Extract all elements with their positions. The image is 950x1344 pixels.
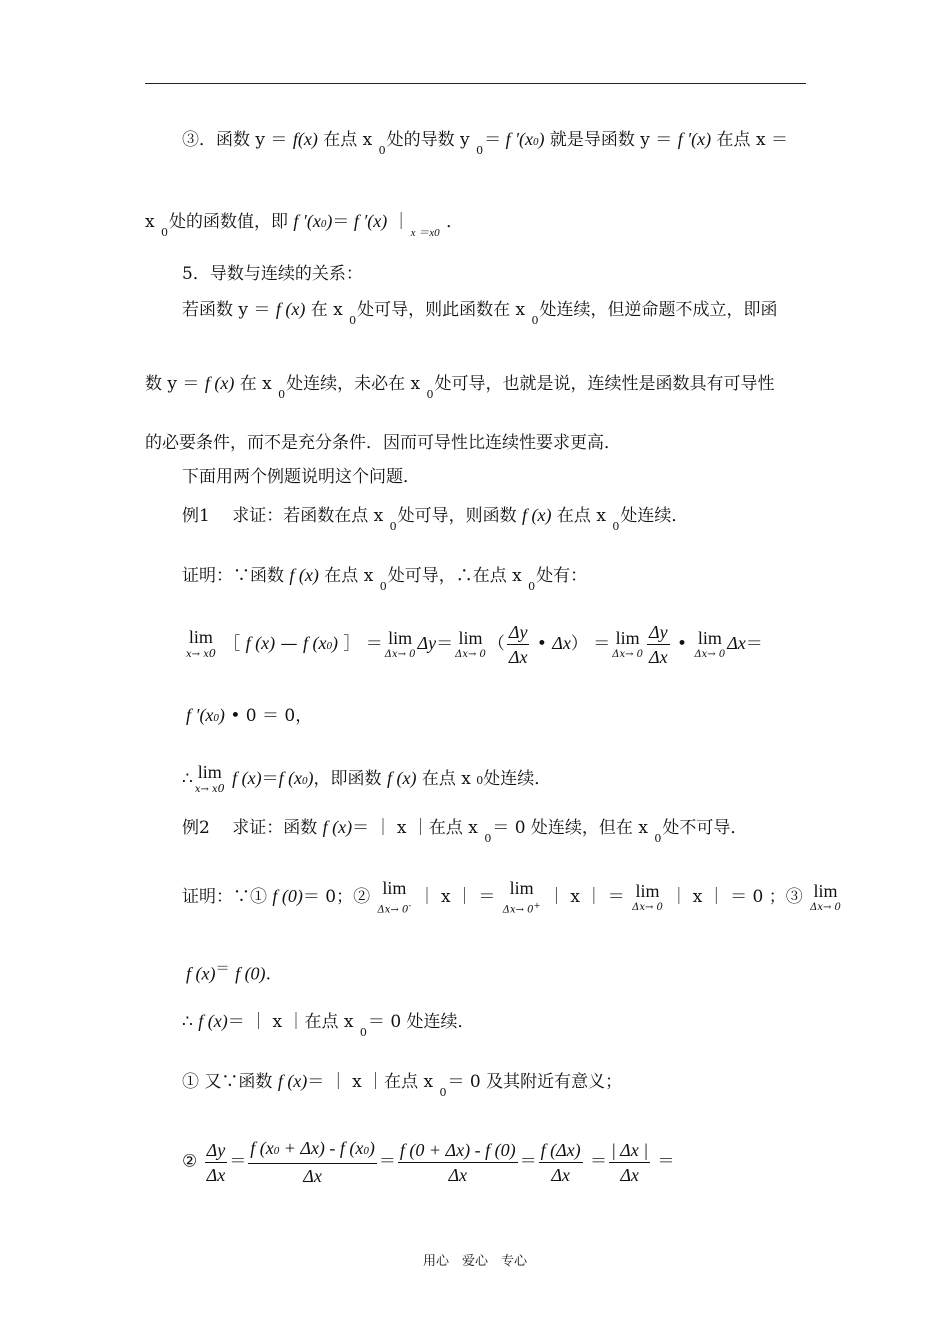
paragraph-necessary-condition: 的必要条件，而不是充分条件．因而可导性比连续性要求更高． (145, 433, 621, 453)
proof-1-result: f ′(x0) • 0 ＝ 0， (186, 705, 313, 726)
example-1-statement: 例1 求证：若函数在点 x $_0$处可导，则函数 f (x) 在点 x $_0$处连续． (182, 505, 689, 533)
paragraph-derivative-at-point: ③．函数 y ＝ f(x) 在点 x $_0$处的导数 y $_0$＝ f ′(x0) 就是导函数 y ＝ f ′(x) 在点 x ＝ (182, 129, 788, 157)
proof-2-limit-result: f (x)＝ f (0). (186, 961, 271, 985)
note-1: ① 又∵函数 f (x)＝ ｜ x ｜在点 x $_0$＝ 0 及其附近有意义； (182, 1071, 623, 1099)
section-heading-derivative-continuity: 5．导数与连续的关系： (182, 264, 363, 284)
note-2-difference-quotient: ② $\frac{\Delta y}{\Delta x}$ ＝ $\frac{f (x0 + \Delta x) - f (x0)}{\Delta x}$ ＝ $\frac{f (0 + \Delta x) - f (0)}{\Delta x}$ ＝ $\frac{f (\Delta x)}{\Delta x}$ ＝ $\frac{| \Delta x |}{\Delta x}$ ＝ (182, 1138, 675, 1186)
proof-1-conclusion: ∴ lim x→ x0 f (x)＝f (x0)，即函数 f (x) 在点 x 0处连续． (182, 762, 552, 795)
proof-2-limits: 证明：∵① f (0)＝ 0；② lim Δx→ 0- ｜ x ｜ ＝ lim Δx→ 0+ ｜ x ｜ ＝ lim Δx→ 0 ｜ x ｜ ＝ 0 ；③ lim Δx→ 0 (182, 878, 841, 916)
proof-2-conclusion: ∴ f (x)＝ ｜ x ｜在点 x $_0$＝ 0 处连续． (182, 1011, 475, 1039)
proof-1-limit-equation: lim x→ x0 ［ f (x) — f (x0) ］ ＝ lim Δx→ 0 Δy＝ lim Δx→ 0 （ $\frac{\Delta y}{\Delta x}$ • Δx） ＝ lim Δx→ 0 $\frac{\Delta y}{\Delta x}$ • lim Δx→ 0 Δx＝ (186, 622, 763, 667)
paragraph-examples-intro: 下面用两个例题说明这个问题． (182, 467, 420, 487)
example-2-statement: 例2 求证：函数 f (x)＝ ｜ x ｜在点 x $_0$＝ 0 处连续，但在 x $_0$处不可导． (182, 817, 748, 845)
proof-1-intro: 证明：∵函数 f (x) 在点 x $_0$处可导，∴在点 x $_0$处有： (182, 565, 588, 593)
paragraph-derivative-value: x $_0$处的函数值，即 f ′(x0)＝ f ′(x) $|_{x =x0}$ ． (145, 211, 464, 239)
page-footer: 用心 爱心 专心 (422, 1254, 527, 1269)
paragraph-differentiable-implies-continuous: 若函数 y ＝ f (x) 在 x $_0$处可导，则此函数在 x $_0$处连续，但逆命题不成立，即函 (182, 299, 778, 327)
header-rule (145, 83, 806, 84)
paragraph-continuity-not-sufficient: 数 y ＝ f (x) 在 x $_0$处连续，未必在 x $_0$处可导，也就是说，连续性是函数具有可导性 (145, 373, 775, 401)
